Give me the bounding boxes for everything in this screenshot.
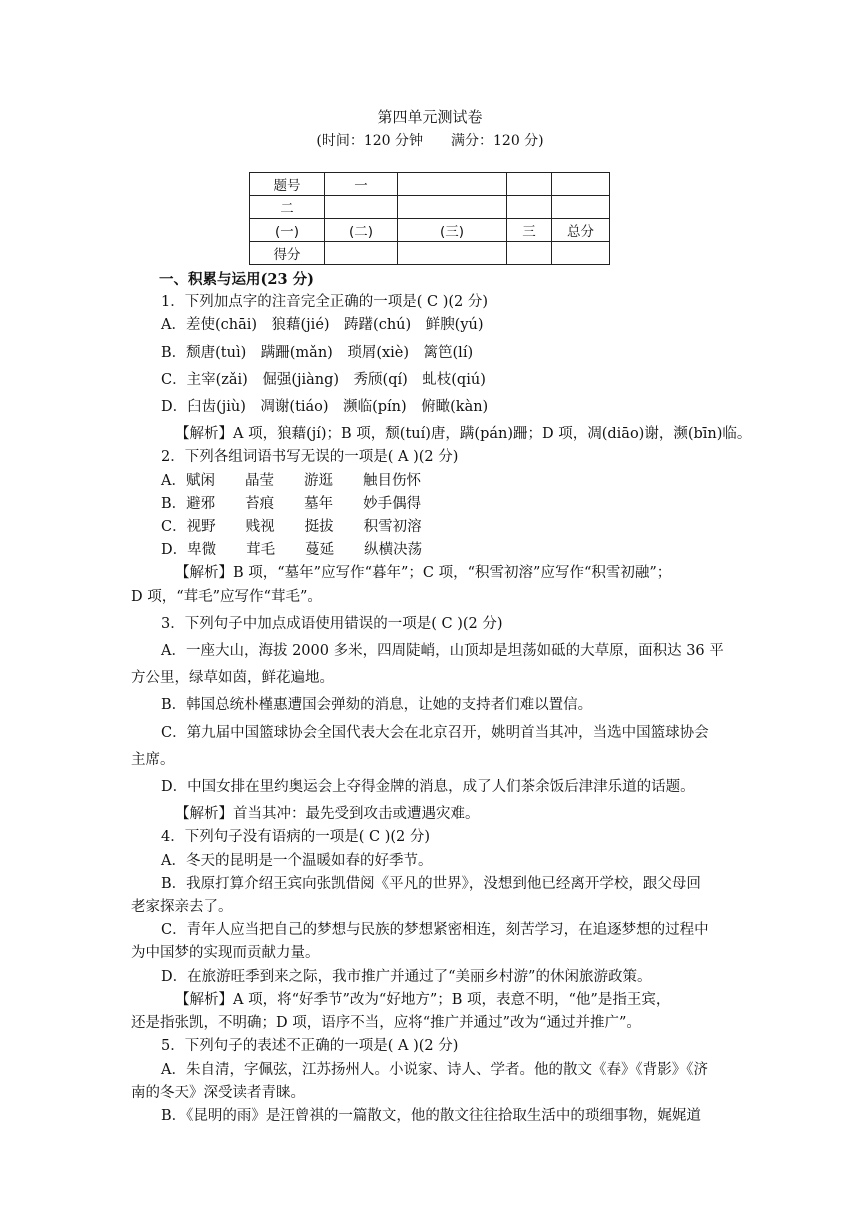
option-b [161,493,731,516]
question-body [131,268,752,1128]
full-score: 满分：120 分) [451,133,544,149]
option-c: C．青年人应当把自己的梦想与民族的梦想紧密相连，刻苦学习，在追逐梦想的过程中 [161,922,709,939]
table-cell [507,242,552,265]
option-word: 触目伤怀 [362,472,421,489]
table-cell: 二 [250,196,325,219]
analysis: 【解析】首当其冲：最先受到攻击或遭遇灾难。 [175,806,480,823]
table-cell [398,173,507,196]
table-cell [552,196,610,219]
table-cell [552,242,610,265]
table-cell [325,242,398,265]
table-row [250,173,610,196]
table-cell [398,242,507,265]
option-word: 晶莹 [244,472,274,489]
time-limit: (时间：120 分钟 [316,133,423,149]
analysis: 【解析】B 项，“墓年”应写作“暮年”；C 项，“积雪初溶”应写作“积雪初融”； [175,565,672,582]
analysis: 【解析】A 项，将“好季节”改为“好地方”；B 项，表意不明，“他”是指王宾， [175,991,671,1008]
option-c-continued: 主席。 [131,751,175,768]
option-a [161,470,731,493]
analysis: 【解析】A 项，狼藉(jí)；B 项，颓(tuí)唐，蹒(pán)跚；D 项，凋(diāo)谢，濒(bīn)临。 [175,426,752,443]
analysis-continued: D 项，“茸毛”应写作“茸毛”。 [131,588,322,605]
score-table [249,172,610,265]
option-b: B．我原打算介绍王宾向张凯借阅《平凡的世界》，没想到他已经离开学校，跟父母回 [161,875,701,892]
option-word: A．赋闲 [161,472,215,489]
table-row [250,196,610,219]
analysis-continued: 还是指张凯，不明确；D 项，语序不当，应将“推广并通过”改为“通过并推广”。 [131,1015,641,1032]
question-stem: 4．下列句子没有语病的一项是( C )(2 分) [161,829,430,846]
option-a: A．一座大山，海拔 2000 多米，四周陡峭，山顶却是坦荡如砥的大草原，面积达 36 平 [161,643,724,660]
option-word: 纵横决荡 [364,542,423,559]
option-c [161,516,731,539]
option-a-continued: 南的冬天》深受读者青睐。 [131,1084,305,1101]
option-word: 蔓延 [305,542,335,559]
page-title: 第四单元测试卷 [377,108,483,126]
table-row [250,219,610,242]
option-b-continued: 老家探亲去了。 [131,899,233,916]
option-word: 妙手偶得 [363,495,422,512]
option-word: 苔痕 [245,495,275,512]
option-word: B．避邪 [161,495,216,512]
option-word: 挺拔 [304,519,334,536]
option-word: 茸毛 [246,542,276,559]
table-cell: 得分 [250,242,325,265]
option-word: D．卑微 [161,542,217,559]
option-word: 贱视 [245,519,275,536]
option-b: B．颓唐(tuì) 蹒跚(mǎn) 琐屑(xiè) 篱笆(lí) [161,344,474,361]
option-c: C．主宰(zǎi) 倔强(jiàng) 秀颀(qí) 虬枝(qiú) [161,371,486,388]
question-stem: 3．下列句子中加点成语使用错误的一项是( C )(2 分) [161,615,503,632]
question-stem: 5．下列句子的表述不正确的一项是( A )(2 分) [161,1038,459,1055]
table-cell [507,173,552,196]
table-cell [325,196,398,219]
table-cell [398,196,507,219]
page-subtitle [0,130,860,150]
option-word: 游逛 [303,472,333,489]
option-word: 积雪初溶 [363,519,422,536]
table-cell: (三) [398,219,507,242]
option-a: A．差使(chāi) 狼藉(jié) 踌躇(chú) 鲜腴(yú) [161,317,484,334]
table-cell: (一) [250,219,325,242]
table-cell [507,196,552,219]
option-d: D．中国女排在里约奥运会上夺得金牌的消息，成了人们茶余饭后津津乐道的话题。 [161,779,695,796]
question-stem: 1．下列加点字的注音完全正确的一项是( C )(2 分) [161,294,488,311]
option-word: 墓年 [304,495,334,512]
option-d: D．在旅游旺季到来之际，我市推广并通过了“美丽乡村游”的休闲旅游政策。 [161,968,652,985]
option-b: B．《昆明的雨》是汪曾祺的一篇散文，他的散文往往拾取生活中的琐细事物，娓娓道 [161,1107,701,1124]
option-d [161,539,731,562]
table-cell: 三 [507,219,552,242]
table-cell [552,173,610,196]
option-a: A．冬天的昆明是一个温暖如春的好季节。 [161,852,433,869]
question-stem: 2．下列各组词语书写无误的一项是( A )(2 分) [161,449,459,466]
option-word: C．视野 [161,519,216,536]
section-heading: 一、积累与运用(23 分) [159,271,314,288]
option-c-continued: 为中国梦的实现而贡献力量。 [131,945,320,962]
table-cell: 题号 [250,173,325,196]
table-cell: 总分 [552,219,610,242]
option-a: A．朱自清，字佩弦，江苏扬州人。小说家、诗人、学者。他的散文《春》《背影》《济 [161,1061,708,1078]
option-a-continued: 方公里，绿草如茵，鲜花遍地。 [131,670,334,687]
table-row [250,242,610,265]
table-cell: 一 [325,173,398,196]
table-cell: (二) [325,219,398,242]
option-c: C．第九届中国篮球协会全国代表大会在北京召开，姚明首当其冲，当选中国篮球协会 [161,724,709,741]
option-d: D．臼齿(jiù) 凋谢(tiáo) 濒临(pín) 俯瞰(kàn) [161,399,489,416]
option-b: B．韩国总统朴槿惠遭国会弹劾的消息，让她的支持者们难以置信。 [161,697,593,714]
